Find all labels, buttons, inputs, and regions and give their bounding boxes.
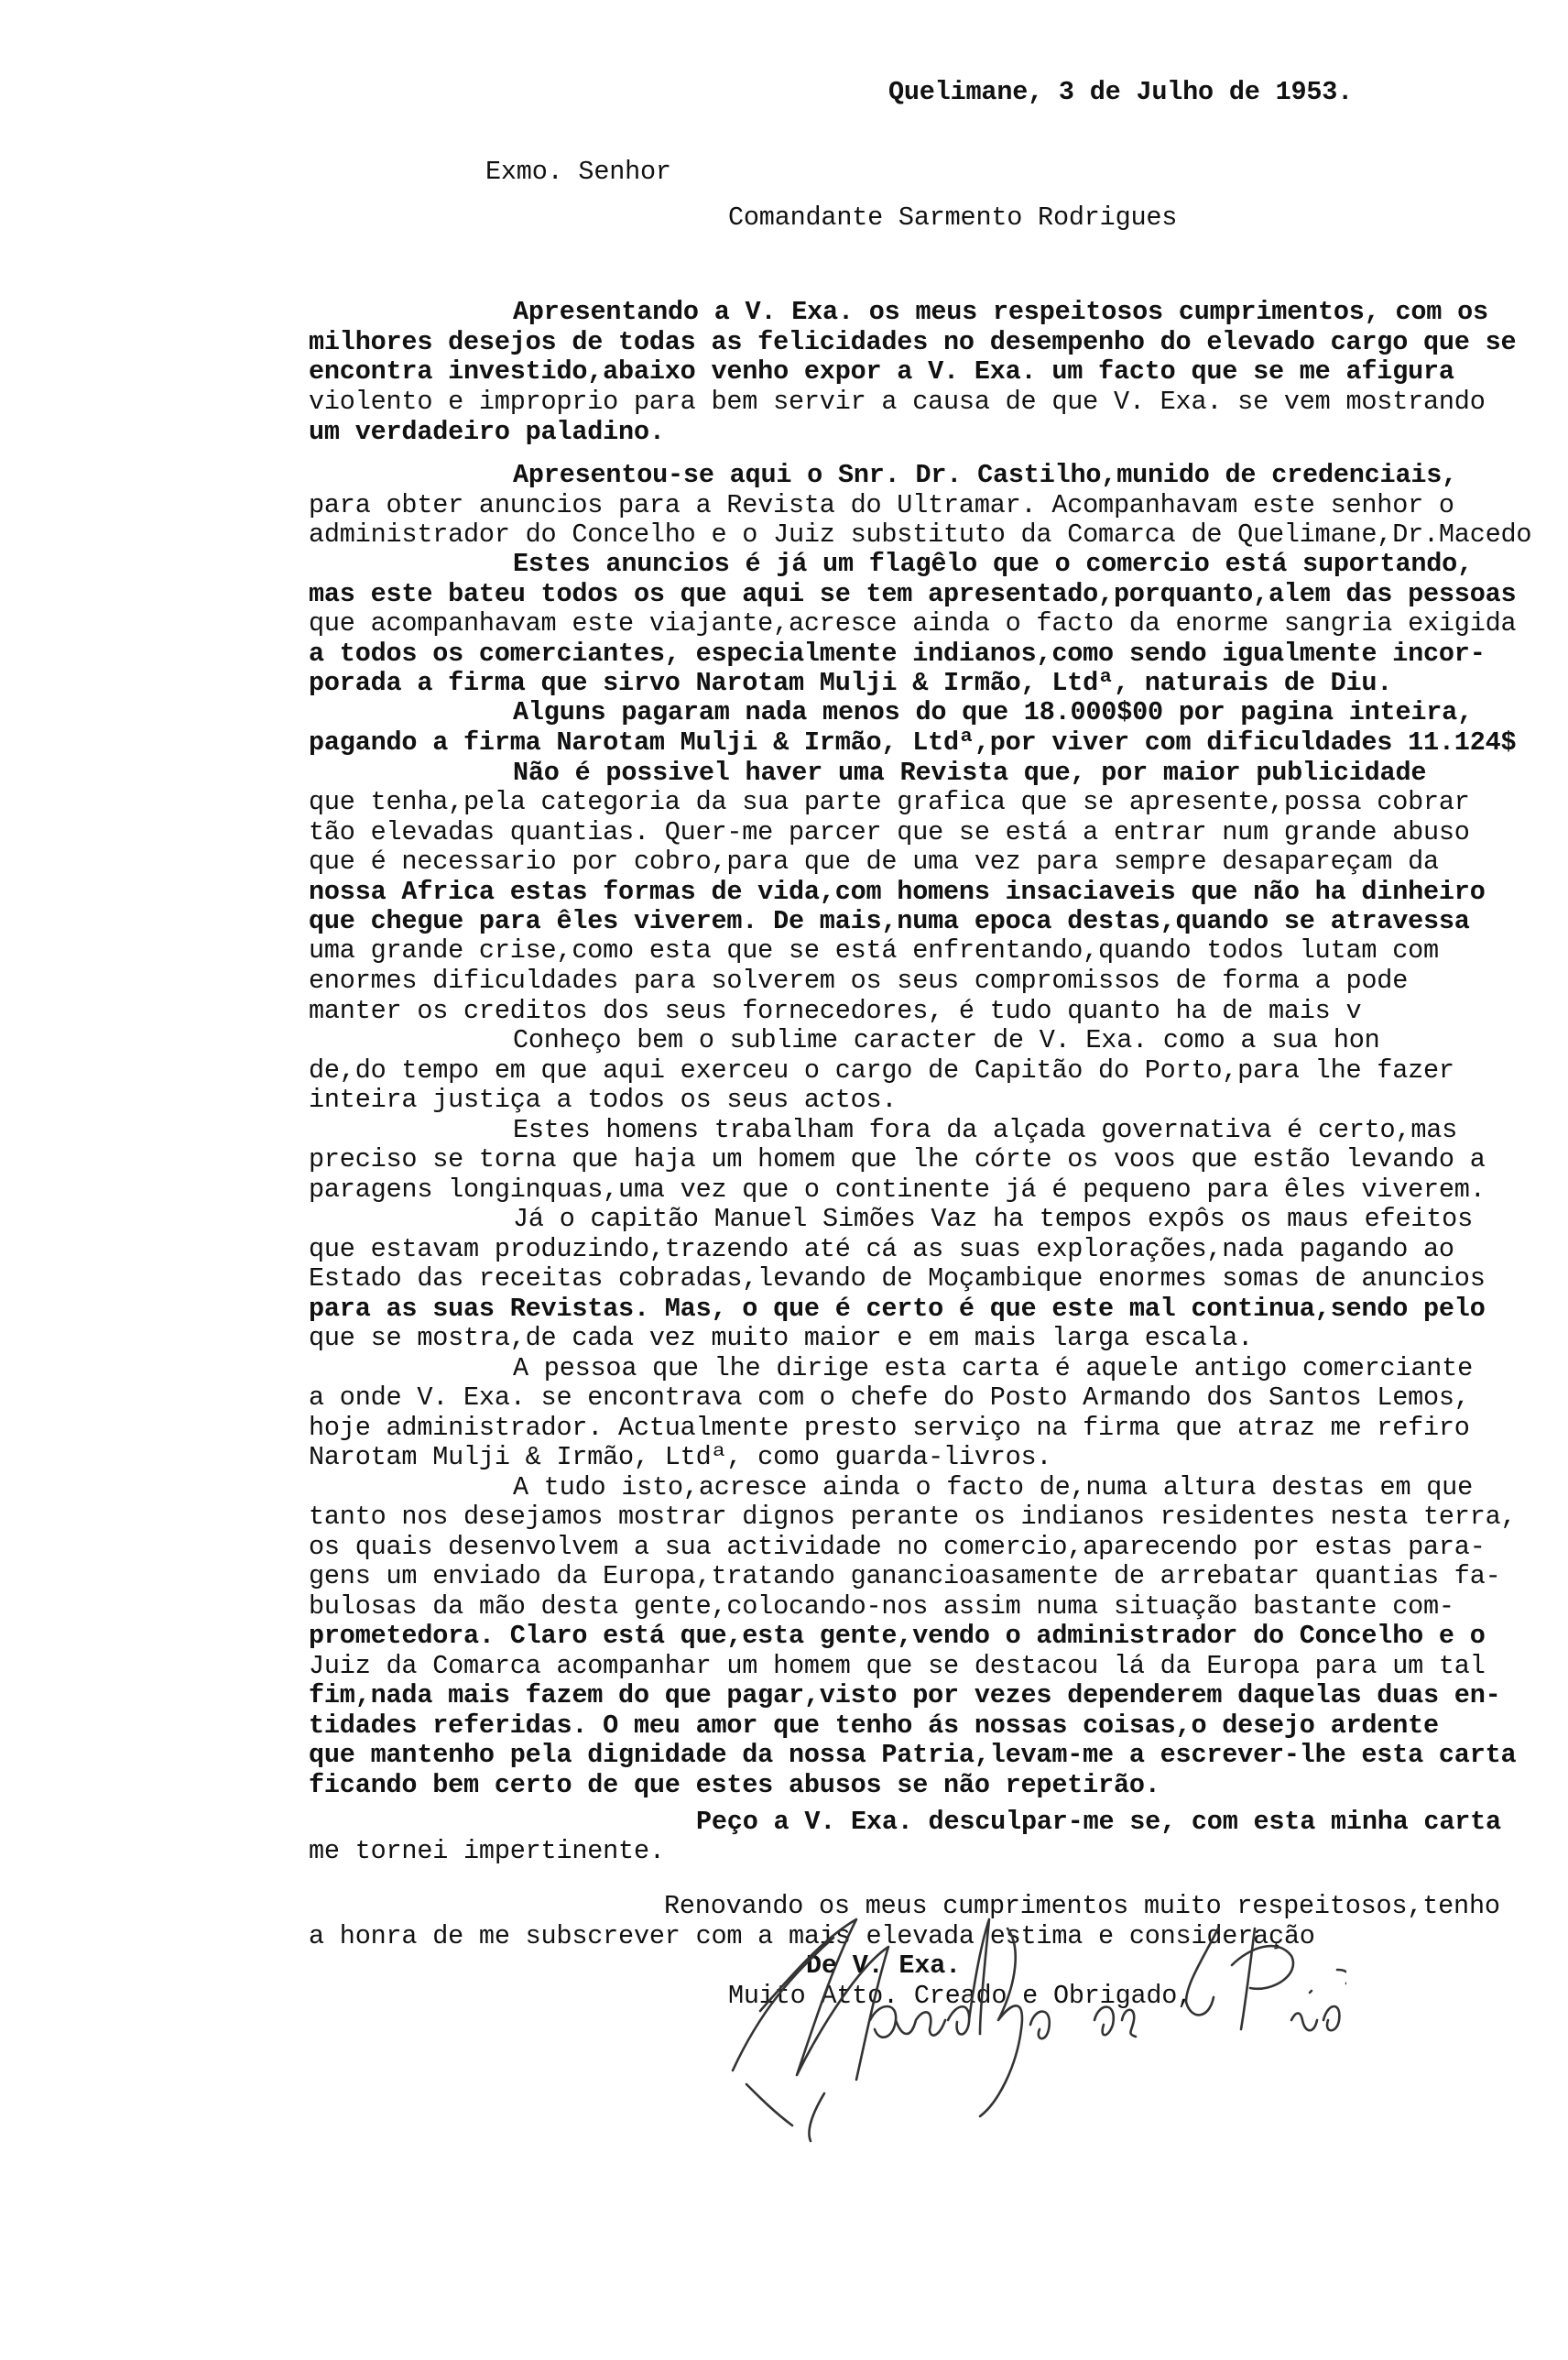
body-line: que é necessario por cobro,para que de uma vez para sempre desapareçam da xyxy=(309,847,1439,877)
body-line: Alguns pagaram nada menos do que 18.000$00 por pagina inteira, xyxy=(513,697,1473,727)
body-line: fim,nada mais fazem do que pagar,visto por vezes dependerem daquelas duas en- xyxy=(309,1680,1501,1710)
body-line: Já o capitão Manuel Simões Vaz ha tempos expôs os maus efeitos xyxy=(513,1204,1473,1234)
body-line: Muito Atto. Creado e Obrigado, xyxy=(728,1981,1193,2011)
body-line: tão elevadas quantias. Quer-me parcer que se está a entrar num grande abuso xyxy=(309,817,1470,847)
body-line: Juiz da Comarca acompanhar um homem que se destacou lá da Europa para um tal xyxy=(309,1651,1486,1681)
body-line: me tornei impertinente. xyxy=(309,1836,665,1866)
body-line: a todos os comerciantes, especialmente indianos,como sendo igualmente incor- xyxy=(309,639,1486,669)
body-line: para obter anuncios para a Revista do Ultramar. Acompanhavam este senhor o xyxy=(309,490,1454,520)
body-line: prometedora. Claro está que,esta gente,vendo o administrador do Concelho e o xyxy=(309,1621,1486,1651)
body-line: paragens longinquas,uma vez que o continente já é pequeno para êles viverem. xyxy=(309,1175,1486,1205)
body-line: a honra de me subscrever com a mais elevada estima e consideração xyxy=(309,1921,1315,1951)
body-line: Estado das receitas cobradas,levando de Moçambique enormes somas de anuncios xyxy=(309,1263,1486,1294)
body-line: que se mostra,de cada vez muito maior e em mais larga escala. xyxy=(309,1323,1254,1353)
body-line: pagando a firma Narotam Mulji & Irmão, Ltdª,por viver com dificuldades 11.124$ xyxy=(309,727,1517,758)
body-line: que chegue para êles viverem. De mais,numa epoca destas,quando se atravessa xyxy=(309,906,1470,936)
body-line: que acompanhavam este viajante,acresce ainda o facto da enorme sangria exigida xyxy=(309,608,1517,639)
body-line: que tenha,pela categoria da sua parte grafica que se apresente,possa cobrar xyxy=(309,787,1470,817)
body-line: tanto nos desejamos mostrar dignos perante os indianos residentes nesta terra, xyxy=(309,1502,1517,1532)
body-line: preciso se torna que haja um homem que lhe córte os voos que estão levando a xyxy=(309,1144,1486,1175)
body-line: encontra investido,abaixo venho expor a V. Exa. um facto que se me afigura xyxy=(309,356,1454,387)
body-line: ficando bem certo de que estes abusos se não repetirão. xyxy=(309,1770,1160,1800)
body-line: enormes dificuldades para solverem os seus compromissos de forma a pode xyxy=(309,966,1409,996)
body-line: de,do tempo em que aqui exerceu o cargo de Capitão do Porto,para lhe fazer xyxy=(309,1055,1454,1086)
body-line: Estes homens trabalham fora da alçada governativa é certo,mas xyxy=(513,1115,1458,1145)
body-line: os quais desenvolvem a sua actividade no comercio,aparecendo por estas para- xyxy=(309,1532,1486,1562)
body-line: nossa Africa estas formas de vida,com homens insaciaveis que não ha dinheiro xyxy=(309,877,1486,907)
body-line: hoje administrador. Actualmente presto serviço na firma que atraz me refiro xyxy=(309,1413,1470,1443)
salutation: Exmo. Senhor xyxy=(485,157,671,187)
body-line: A tudo isto,acresce ainda o facto de,numa altura destas em que xyxy=(513,1472,1473,1502)
body-line: Peço a V. Exa. desculpar-me se, com esta minha carta xyxy=(696,1807,1501,1837)
body-line: Não é possivel haver uma Revista que, por maior publicidade xyxy=(513,758,1427,788)
body-line: Apresentou-se aqui o Snr. Dr. Castilho,munido de credenciais, xyxy=(513,460,1458,490)
body-line: um verdadeiro paladino. xyxy=(309,417,665,447)
body-line: administrador do Concelho e o Juiz substituto da Comarca de Quelimane,Dr.Macedo xyxy=(309,519,1532,550)
body-line: que mantenho pela dignidade da nossa Patria,levam-me a escrever-lhe esta carta xyxy=(309,1740,1517,1770)
body-line: uma grande crise,como esta que se está enfrentando,quando todos lutam com xyxy=(309,935,1439,966)
body-line: Apresentando a V. Exa. os meus respeitosos cumprimentos, com os xyxy=(513,297,1488,327)
body-line: Estes anuncios é já um flagêlo que o comercio está suportando, xyxy=(513,549,1473,579)
date-line: Quelimane, 3 de Julho de 1953. xyxy=(888,77,1354,107)
body-line: bulosas da mão desta gente,colocando-nos assim numa situação bastante com- xyxy=(309,1591,1454,1622)
body-line: De V. Exa. xyxy=(806,1950,962,1981)
body-line: a onde V. Exa. se encontrava com o chefe do Posto Armando dos Santos Lemos, xyxy=(309,1382,1470,1413)
body-line: porada a firma que sirvo Narotam Mulji & Irmão, Ltdª, naturais de Diu. xyxy=(309,668,1393,698)
body-line: tidades referidas. O meu amor que tenho ás nossas coisas,o desejo ardente xyxy=(309,1710,1439,1741)
body-line: para as suas Revistas. Mas, o que é certo é que este mal continua,sendo pelo xyxy=(309,1294,1486,1324)
body-line: violento e improprio para bem servir a causa de que V. Exa. se vem mostrando xyxy=(309,387,1486,417)
body-line: inteira justiça a todos os seus actos. xyxy=(309,1085,898,1115)
handwritten-signature xyxy=(705,1883,1346,2158)
body-line: Conheço bem o sublime caracter de V. Exa. como a sua hon xyxy=(513,1025,1380,1055)
body-line: milhores desejos de todas as felicidades no desempenho do elevado cargo que se xyxy=(309,327,1517,357)
body-line: A pessoa que lhe dirige esta carta é aquele antigo comerciante xyxy=(513,1353,1473,1383)
addressee: Comandante Sarmento Rodrigues xyxy=(728,202,1178,233)
body-line: Renovando os meus cumprimentos muito respeitosos,tenho xyxy=(664,1891,1500,1921)
body-line: mas este bateu todos os que aqui se tem apresentado,porquanto,alem das pessoas xyxy=(309,579,1517,609)
body-line: Narotam Mulji & Irmão, Ltdª, como guarda-livros. xyxy=(309,1442,1052,1472)
body-line: manter os creditos dos seus fornecedores, é tudo quanto ha de mais v xyxy=(309,996,1362,1026)
body-line: gens um enviado da Europa,tratando ganancioasamente de arrebatar quantias fa- xyxy=(309,1561,1501,1591)
body-line: que estavam produzindo,trazendo até cá as suas explorações,nada pagando ao xyxy=(309,1234,1454,1264)
